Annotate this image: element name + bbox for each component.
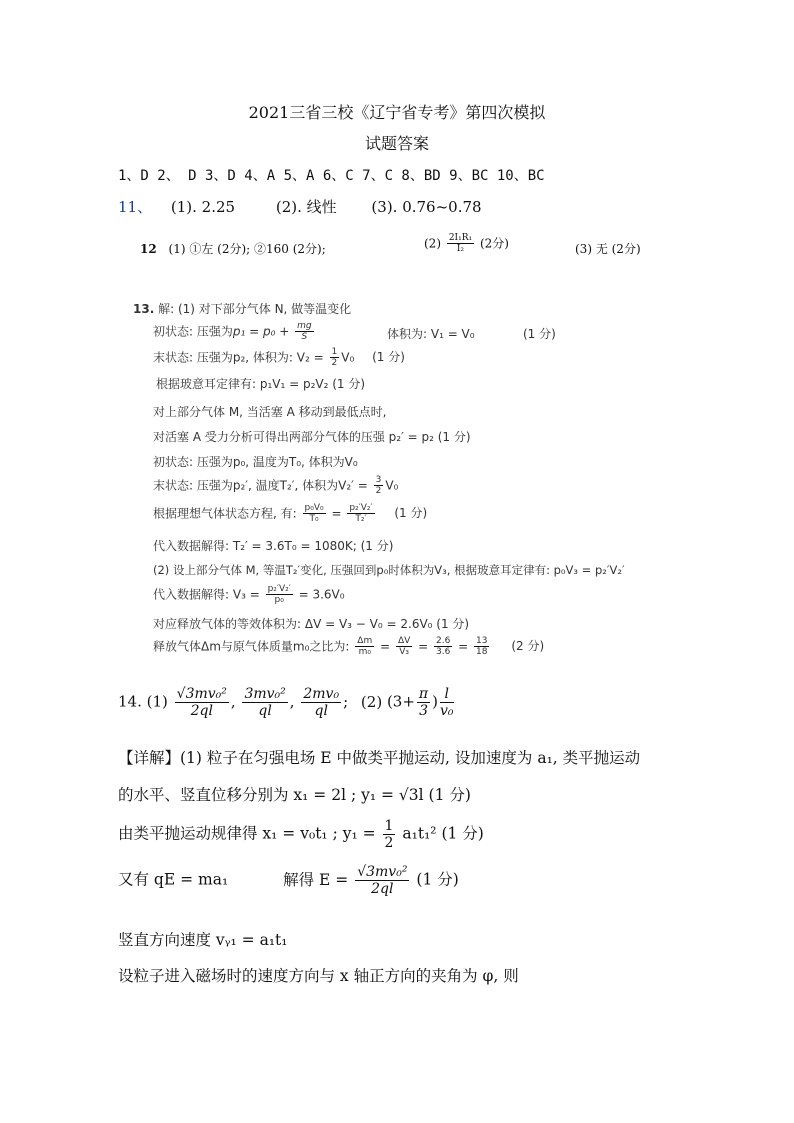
answer-11-part1: (1). 2.25: [170, 198, 236, 216]
answer-11-part2: (2). 线性: [275, 198, 337, 216]
q14-detail-line2: 的水平、竖直位移分别为 x₁ = 2l ; y₁ = √3l (1 分): [118, 786, 471, 804]
q13-line2: 初状态: 压强为p₁ = p₀ + $\frac{mg}{S}$: [153, 321, 312, 343]
q13-line9: 根据理想气体状态方程, 有: $\frac{\text{p₀V₀}}{\text{T₀}}$ = $\frac{\text{p₂′V₂′}}{\text{T₂′}}$ (1 分): [153, 503, 428, 525]
q13-line8: 末状态: 压强为p₂′, 温度T₂′, 体积为V₂′ = $\frac{3}{2}$ V₀: [153, 475, 399, 497]
q13-line10: 代入数据解得: T₂′ = 3.6T₀ = 1080K; (1 分): [153, 539, 394, 553]
q14-detail-line6: 设粒子进入磁场时的速度方向与 x 轴正方向的夹角为 φ, 则: [118, 967, 519, 985]
q14-detail-line1: 【详解】(1) 粒子在匀强电场 E 中做类平抛运动, 设加速度为 a₁, 类平抛运动: [118, 749, 641, 767]
q13-line13: 对应释放气体的等效体积为: ΔV = V₃ − V₀ = 2.6V₀ (1 分): [153, 617, 470, 631]
page-subtitle: 试题答案: [364, 134, 429, 153]
q14-answer: 14. (1) $\frac{\text{√3mv₀²}}{2ql}$ , $\frac{\text{3mv₀²}}{ql}$ , $\frac{\text{2mv₀}}{ql}$ ; (2) (3+ $\frac{\pi}{3}$ ) $\frac{l}{\text{v₀}}$: [118, 686, 454, 720]
page-title: 2021三省三校《辽宁省专考》第四次模拟: [248, 103, 546, 122]
q13-line3: 末状态: 压强为p₂, 体积为: V₂ = $\frac{1}{2}$ V₀ (1 分): [153, 347, 405, 369]
answer-12-number: 12: [140, 242, 157, 256]
answer-12-part2: (2) $\frac{\text{2I₁R₁}}{\text{I₂}}$ (2分): [424, 233, 509, 255]
q13-line4: 根据玻意耳定律有: p₁V₁ = p₂V₂ (1 分): [156, 377, 366, 391]
q14-detail-line3: 由类平抛运动规律得 x₁ = v₀t₁ ; y₁ = $\frac{1}{2}$ a₁t₁² (1 分): [118, 818, 484, 852]
answers-1-10: 1、D 2、 D 3、D 4、A 5、A 6、C 7、C 8、BD 9、BC 10、BC: [118, 168, 545, 184]
q13-line12: 代入数据解得: V₃ = $\frac{\text{p₂′V₂′}}{\text{p₀}}$ = 3.6V₀: [153, 584, 345, 606]
q13-line2-volume: 体积为: V₁ = V₀: [387, 327, 475, 341]
q14-detail-line4: 又有 qE = ma₁ 解得 E = $\frac{\text{√3mv₀²}}{2ql}$ (1 分): [118, 864, 459, 898]
answer-11-number: 11、: [118, 198, 153, 216]
answer-11-part3: (3). 0.76~0.78: [371, 198, 482, 216]
answer-12-part1: (1) ①左 (2分); ②160 (2分);: [168, 242, 326, 256]
answer-11: [118, 196, 482, 217]
q13-line2-score: (1 分): [523, 327, 556, 341]
answer-12: [140, 240, 326, 257]
q13-line1: 13. 解: (1) 对下部分气体 N, 做等温变化: [133, 302, 352, 316]
q13-line5: 对上部分气体 M, 当活塞 A 移动到最低点时,: [153, 405, 387, 419]
answer-12-fraction: $\frac{\text{2I₁R₁}}{\text{I₂}}$: [448, 233, 473, 255]
q14-detail-line5: 竖直方向速度 vᵧ₁ = a₁t₁: [118, 931, 288, 949]
answer-12-part3: (3) 无 (2分): [575, 242, 641, 256]
q13-line14: 释放气体Δm与原气体质量m₀之比为: $\frac{\Delta m}{\text{m₀}}$ = $\frac{\Delta V}{\text{V₃}}$ = $\frac{2.6}{3.6}$ = $\frac{13}{18}$ (2 分): [153, 636, 545, 658]
q13-line11: (2) 设上部分气体 M, 等温T₂′变化, 压强回到p₀时体积为V₃, 根据玻意耳定律有: p₀V₃ = p₂′V₂′: [153, 563, 625, 577]
q13-line6: 对活塞 A 受力分析可得出两部分气体的压强 p₂′ = p₂ (1 分): [153, 430, 471, 444]
q13-line7: 初状态: 压强为p₀, 温度为T₀, 体积为V₀: [153, 455, 358, 469]
